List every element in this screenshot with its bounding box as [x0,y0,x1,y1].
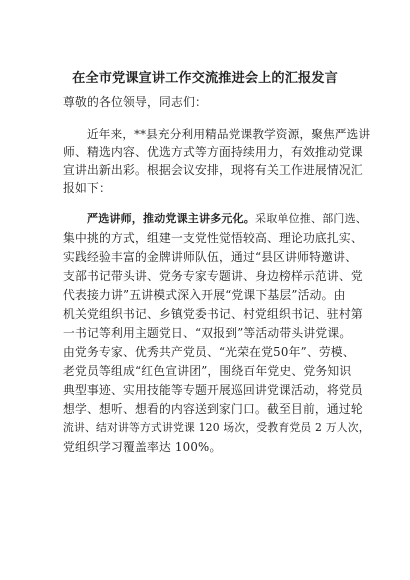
section1-line-6: 机关党组织书记、乡镇党委书记、村党组织书记、驻村第 [63,307,363,321]
section1-first-line [87,212,367,226]
section1-first-rest: 采取单位推、部门选、 [255,212,367,225]
salutation: 尊敬的各位领导，同志们： [63,95,207,109]
section1-line-9: 老党员等组成“红色宣讲团”，围绕百年党史、党务知识 [63,364,352,378]
section1-line-11: 想学、想听、想看的内容送到家门口。截至目前，通过轮 [63,402,363,416]
section1-line-2: 集中挑的方式，组建一支党性觉悟较高、理论功底扎实、 [63,231,363,245]
section1-line-3: 实践经验丰富的金牌讲师队伍，通过“县区讲师特邀讲、 [63,250,358,264]
section1-line-4: 支部书记带头讲、党务专家专题讲、身边榜样示范讲、党 [63,269,363,283]
section1-line-13: 党组织学习覆盖率达 100%。 [63,440,222,454]
section1-line-12: 流讲、结对讲等方式讲党课 120 场次，受教育党员 2 万人次， [63,421,370,434]
section1-line-5: 代表接力讲”五讲模式深入开展“党课下基层”活动。由 [63,288,346,302]
intro-line-3: 宣讲出新出彩。根据会议安排，现将有关工作进展情况汇 [63,163,363,177]
section1-heading: 严选讲师，推动党课主讲多元化。 [87,212,255,225]
intro-line-2: 师、精选内容、优选方式等方面持续用力，有效推动党课 [63,145,363,159]
section1-line-8: 由党务专家、优秀共产党员、“光荣在党50年”、劳模、 [63,345,355,359]
intro-line-1: 近年来，**县充分利用精品党课教学资源，聚焦严选讲 [87,127,371,141]
intro-line-4: 报如下： [63,181,111,195]
section1-line-7: 一书记等利用主题党日、“双报到”等活动带头讲党课。 [63,326,352,340]
section1-line-10: 典型事迹、实用技能等专题开展巡回讲党课活动，将党员 [63,383,363,397]
document-title: 在全市党课宣讲工作交流推进会上的汇报发言 [72,71,338,86]
